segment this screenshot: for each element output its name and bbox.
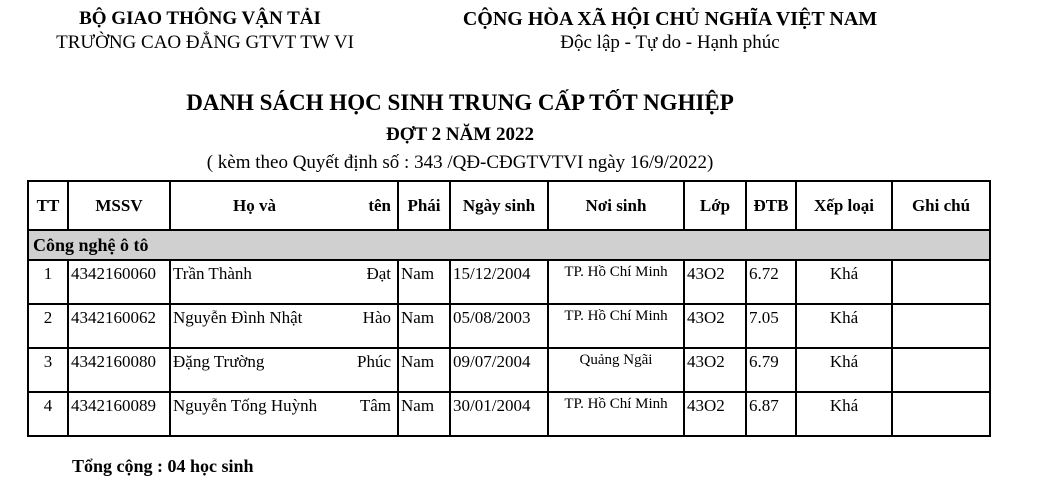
cell-ghi-chu bbox=[892, 348, 990, 392]
cell-mssv: 4342160089 bbox=[68, 392, 170, 436]
col-header-name bbox=[170, 181, 398, 230]
table-row bbox=[28, 348, 990, 392]
document-title: DANH SÁCH HỌC SINH TRUNG CẤP TỐT NGHIỆP bbox=[186, 90, 734, 115]
cell-dtb: 6.72 bbox=[746, 260, 796, 304]
cell-tt: 2 bbox=[28, 304, 68, 348]
cell-xep-loai: Khá bbox=[796, 392, 892, 436]
national-motto: Độc lập - Tự do - Hạnh phúc bbox=[560, 32, 780, 53]
ministry-name: BỘ GIAO THÔNG VẬN TẢI bbox=[79, 8, 321, 29]
cell-given-name: Tâm bbox=[359, 396, 391, 415]
cell-name bbox=[170, 392, 398, 436]
col-header-mssv: MSSV bbox=[68, 181, 170, 230]
cell-ghi-chu bbox=[892, 304, 990, 348]
cell-dtb: 7.05 bbox=[746, 304, 796, 348]
graduate-table bbox=[27, 180, 991, 437]
col-header-dtb: ĐTB bbox=[746, 181, 796, 230]
cell-mssv: 4342160062 bbox=[68, 304, 170, 348]
table-header-row bbox=[28, 181, 990, 230]
cell-ngay-sinh: 05/08/2003 bbox=[450, 304, 548, 348]
document-subtitle: ĐỢT 2 NĂM 2022 bbox=[386, 124, 534, 145]
group-label: Công nghệ ô tô bbox=[28, 230, 990, 260]
cell-surname: Đặng Trường bbox=[173, 352, 265, 371]
col-header-ten: tên bbox=[368, 196, 391, 215]
cell-mssv: 4342160060 bbox=[68, 260, 170, 304]
table-row bbox=[28, 304, 990, 348]
cell-ghi-chu bbox=[892, 392, 990, 436]
cell-xep-loai: Khá bbox=[796, 348, 892, 392]
cell-ghi-chu bbox=[892, 260, 990, 304]
cell-lop: 43O2 bbox=[684, 392, 746, 436]
cell-tt: 4 bbox=[28, 392, 68, 436]
school-name: TRƯỜNG CAO ĐẲNG GTVT TW VI bbox=[56, 32, 354, 53]
cell-ngay-sinh: 30/01/2004 bbox=[450, 392, 548, 436]
col-header-tt: TT bbox=[28, 181, 68, 230]
cell-ngay-sinh: 15/12/2004 bbox=[450, 260, 548, 304]
col-header-ngay-sinh: Ngày sinh bbox=[450, 181, 548, 230]
total-count: Tổng cộng : 04 học sinh bbox=[72, 456, 254, 476]
table-row bbox=[28, 392, 990, 436]
cell-given-name: Đạt bbox=[366, 264, 391, 283]
cell-noi-sinh: Quảng Ngãi bbox=[548, 348, 684, 392]
cell-xep-loai: Khá bbox=[796, 304, 892, 348]
col-header-lop: Lớp bbox=[684, 181, 746, 230]
col-header-ho-va: Họ và bbox=[233, 196, 276, 215]
cell-xep-loai: Khá bbox=[796, 260, 892, 304]
cell-lop: 43O2 bbox=[684, 260, 746, 304]
cell-ngay-sinh: 09/07/2004 bbox=[450, 348, 548, 392]
group-row bbox=[28, 230, 990, 260]
cell-noi-sinh: TP. Hồ Chí Minh bbox=[548, 392, 684, 436]
cell-noi-sinh: TP. Hồ Chí Minh bbox=[548, 304, 684, 348]
cell-phai: Nam bbox=[398, 348, 450, 392]
cell-lop: 43O2 bbox=[684, 304, 746, 348]
cell-given-name: Phúc bbox=[357, 352, 391, 371]
cell-tt: 1 bbox=[28, 260, 68, 304]
decision-reference: ( kèm theo Quyết định số : 343 /QĐ-CĐGTVTVI ngày 16/9/2022) bbox=[206, 152, 714, 173]
col-header-ghi-chu: Ghi chú bbox=[892, 181, 990, 230]
cell-phai: Nam bbox=[398, 260, 450, 304]
cell-lop: 43O2 bbox=[684, 348, 746, 392]
cell-surname: Trần Thành bbox=[173, 264, 252, 283]
cell-dtb: 6.79 bbox=[746, 348, 796, 392]
cell-name bbox=[170, 260, 398, 304]
cell-tt: 3 bbox=[28, 348, 68, 392]
cell-mssv: 4342160080 bbox=[68, 348, 170, 392]
col-header-xep-loai: Xếp loại bbox=[796, 181, 892, 230]
cell-surname: Nguyễn Tống Huỳnh bbox=[173, 396, 318, 415]
table-row bbox=[28, 260, 990, 304]
cell-name bbox=[170, 304, 398, 348]
col-header-noi-sinh: Nơi sinh bbox=[548, 181, 684, 230]
col-header-phai: Phái bbox=[398, 181, 450, 230]
cell-surname: Nguyễn Đình Nhật bbox=[173, 308, 303, 327]
cell-noi-sinh: TP. Hồ Chí Minh bbox=[548, 260, 684, 304]
cell-given-name: Hào bbox=[362, 308, 391, 327]
nation-name: CỘNG HÒA XÃ HỘI CHỦ NGHĨA VIỆT NAM bbox=[462, 8, 878, 30]
cell-phai: Nam bbox=[398, 392, 450, 436]
cell-dtb: 6.87 bbox=[746, 392, 796, 436]
cell-phai: Nam bbox=[398, 304, 450, 348]
cell-name bbox=[170, 348, 398, 392]
